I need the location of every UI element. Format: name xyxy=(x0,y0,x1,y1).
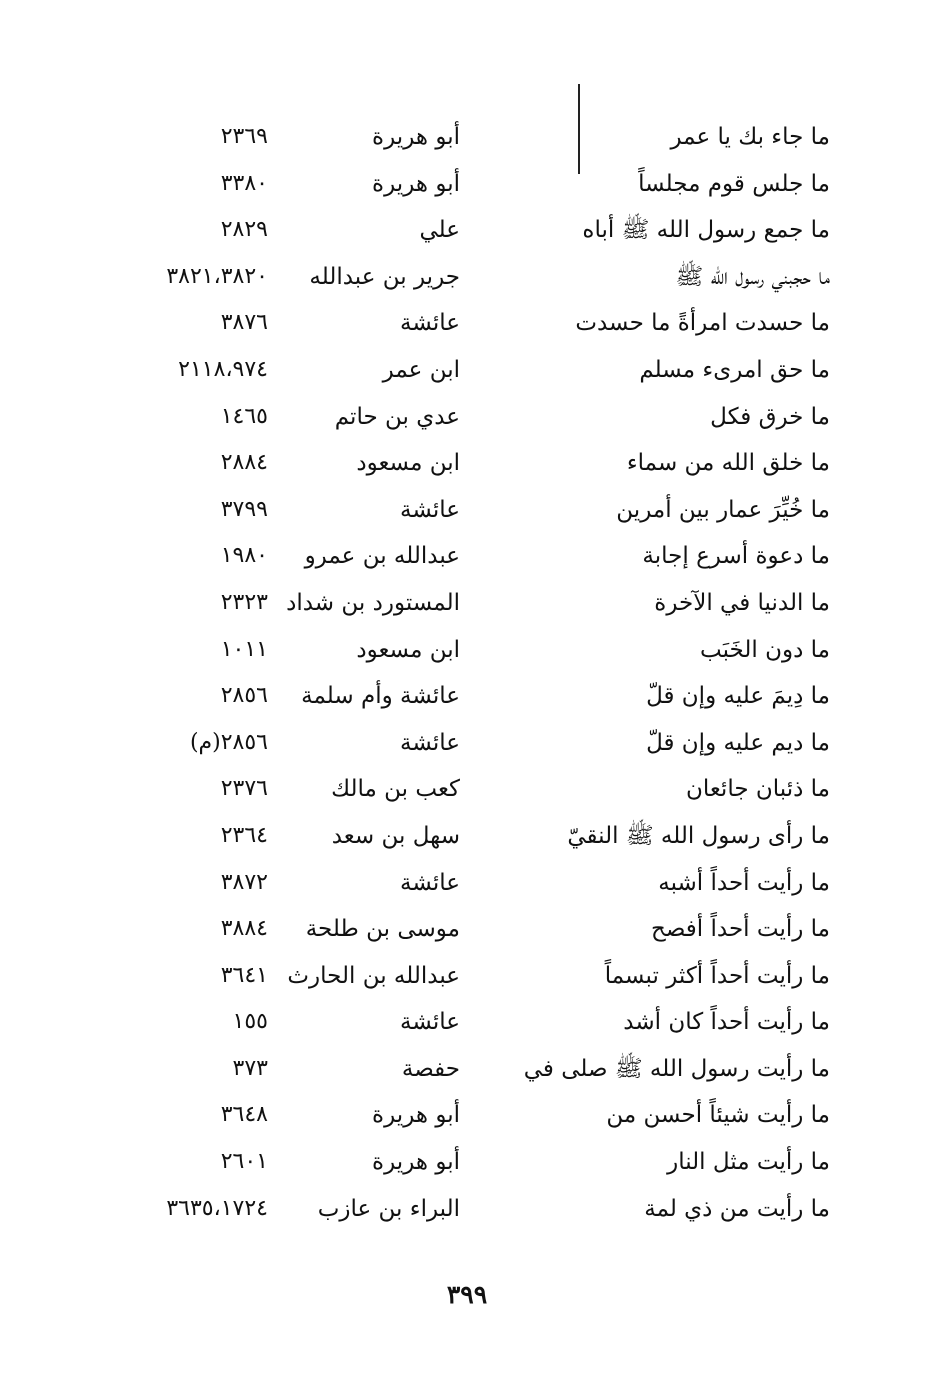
entry-narrator: عائشة xyxy=(400,496,460,523)
index-list xyxy=(0,114,934,1232)
entry-narrator: أبو هريرة xyxy=(372,1102,460,1129)
entry-phrase: ما دون الخَبَب xyxy=(700,636,830,663)
index-entry xyxy=(0,207,934,254)
entry-phrase: ما حجبني رسول الله ﷺ xyxy=(675,263,830,290)
entry-narrator: أبو هريرة xyxy=(372,170,460,197)
entry-phrase: ما دعوة أسرع إجابة xyxy=(642,543,830,570)
entry-reference: ٣٨٨٤ xyxy=(220,916,268,942)
index-entry xyxy=(0,906,934,953)
entry-narrator: ابن عمر xyxy=(382,356,460,383)
index-entry xyxy=(0,1186,934,1233)
entry-narrator: البراء بن عازب xyxy=(317,1195,460,1222)
entry-reference: ٣٦٤٨ xyxy=(220,1102,268,1128)
index-entry xyxy=(0,766,934,813)
entry-phrase: ما جلس قوم مجلساً xyxy=(638,170,830,197)
index-entry xyxy=(0,114,934,161)
entry-narrator: أبو هريرة xyxy=(372,1149,460,1176)
entry-reference: ٣٦٣٥،١٧٢٤ xyxy=(166,1195,268,1221)
entry-phrase: ما رأيت رسول الله ﷺ صلى في xyxy=(523,1055,830,1082)
entry-narrator: عائشة xyxy=(400,729,460,756)
entry-narrator: عائشة xyxy=(400,1009,460,1036)
entry-reference: ١٩٨٠ xyxy=(220,543,268,569)
entry-narrator: سهل بن سعد xyxy=(331,822,460,849)
entry-phrase: ما رأيت مثل النار xyxy=(667,1149,830,1176)
index-entry xyxy=(0,860,934,907)
index-entry xyxy=(0,487,934,534)
entry-narrator: عبدالله بن الحارث xyxy=(287,962,460,989)
entry-reference: ٣٣٨٠ xyxy=(220,170,268,196)
entry-narrator: جرير بن عبدالله xyxy=(309,263,460,290)
index-entry xyxy=(0,813,934,860)
index-entry xyxy=(0,533,934,580)
entry-narrator: عائشة وأم سلمة xyxy=(301,683,460,710)
entry-reference: ٢٣٧٦ xyxy=(220,776,268,802)
index-entry xyxy=(0,673,934,720)
entry-phrase: ما خلق الله من سماء xyxy=(626,450,830,477)
entry-narrator: عبدالله بن عمرو xyxy=(304,543,460,570)
entry-narrator: عائشة xyxy=(400,869,460,896)
entry-reference: ٣٨٧٦ xyxy=(220,310,268,336)
entry-reference: ١٥٥ xyxy=(232,1009,268,1035)
entry-reference: ١٤٦٥ xyxy=(220,403,268,429)
entry-reference: ٣٨٧٢ xyxy=(220,869,268,895)
entry-narrator: أبو هريرة xyxy=(372,124,460,150)
entry-reference: ٢٨٥٦ xyxy=(220,683,268,709)
entry-phrase: ما حسدت امرأةً ما حسدت xyxy=(575,310,830,337)
entry-phrase: ما رأيت من ذي لمة xyxy=(644,1195,830,1222)
entry-narrator: موسى بن طلحة xyxy=(305,916,460,943)
entry-phrase: ما دِيمَ عليه وإن قلّ xyxy=(646,683,830,710)
entry-narrator: حفصة xyxy=(401,1055,460,1082)
entry-reference: ٢٨٨٤ xyxy=(220,450,268,476)
entry-reference: ٢٦٠١ xyxy=(220,1149,268,1175)
index-entry xyxy=(0,999,934,1046)
entry-reference: ٢٨٥٦(م) xyxy=(189,729,268,755)
entry-reference: ٢٨٢٩ xyxy=(220,217,268,243)
page-number: ٣٩٩ xyxy=(446,1280,488,1309)
index-entry xyxy=(0,627,934,674)
entry-reference: ٢٣٢٣ xyxy=(220,589,268,615)
entry-phrase: ما حق امرىء مسلم xyxy=(639,356,830,383)
entry-phrase: ما خُيِّرَ عمار بين أمرين xyxy=(616,496,830,523)
index-entry xyxy=(0,254,934,301)
index-entry xyxy=(0,580,934,627)
entry-phrase: ما خرق فكل xyxy=(710,403,830,430)
index-entry xyxy=(0,1139,934,1186)
entry-phrase: ما رأى رسول الله ﷺ النقيّ xyxy=(567,822,830,849)
entry-reference: ٣٨٢١،٣٨٢٠ xyxy=(166,263,268,289)
entry-phrase: ما ذئبان جائعان xyxy=(685,776,830,803)
index-entry xyxy=(0,953,934,1000)
entry-narrator: علي xyxy=(419,217,460,244)
entry-reference: ٢١١٨،٩٧٤ xyxy=(178,356,268,382)
index-entry xyxy=(0,720,934,767)
entry-narrator: كعب بن مالك xyxy=(331,776,460,803)
entry-phrase: ما رأيت أحداً أفصح xyxy=(651,916,830,943)
entry-reference: ٢٣٦٩ xyxy=(220,124,268,149)
entry-reference: ٣٦٤١ xyxy=(220,962,268,988)
entry-narrator: ابن مسعود xyxy=(356,450,460,477)
index-entry xyxy=(0,394,934,441)
index-entry xyxy=(0,161,934,208)
index-entry xyxy=(0,1046,934,1093)
entry-phrase: ما رأيت أحداً كان أشد xyxy=(623,1009,830,1036)
entry-phrase: ما جاء بك يا عمر xyxy=(670,124,830,150)
entry-phrase: ما ديم عليه وإن قلّ xyxy=(646,729,830,756)
entry-narrator: ابن مسعود xyxy=(356,636,460,663)
entry-phrase: ما رأيت شيئاً أحسن من xyxy=(606,1102,830,1129)
index-entry xyxy=(0,347,934,394)
index-entry xyxy=(0,300,934,347)
entry-phrase: ما رأيت أحداً أكثر تبسماً xyxy=(604,962,830,989)
entry-phrase: ما رأيت أحداً أشبه xyxy=(658,869,830,896)
index-entry xyxy=(0,1092,934,1139)
entry-phrase: ما جمع رسول الله ﷺ أباه xyxy=(582,217,830,244)
entry-narrator: عدي بن حاتم xyxy=(334,403,460,430)
index-entry xyxy=(0,440,934,487)
entry-reference: ٢٣٦٤ xyxy=(220,822,268,848)
entry-reference: ١٠١١ xyxy=(220,636,268,662)
entry-phrase: ما الدنيا في الآخرة xyxy=(654,589,830,616)
entry-narrator: المستورد بن شداد xyxy=(286,589,460,616)
entry-reference: ٣٧٩٩ xyxy=(220,496,268,522)
entry-narrator: عائشة xyxy=(400,310,460,337)
entry-reference: ٣٧٣ xyxy=(232,1055,268,1081)
